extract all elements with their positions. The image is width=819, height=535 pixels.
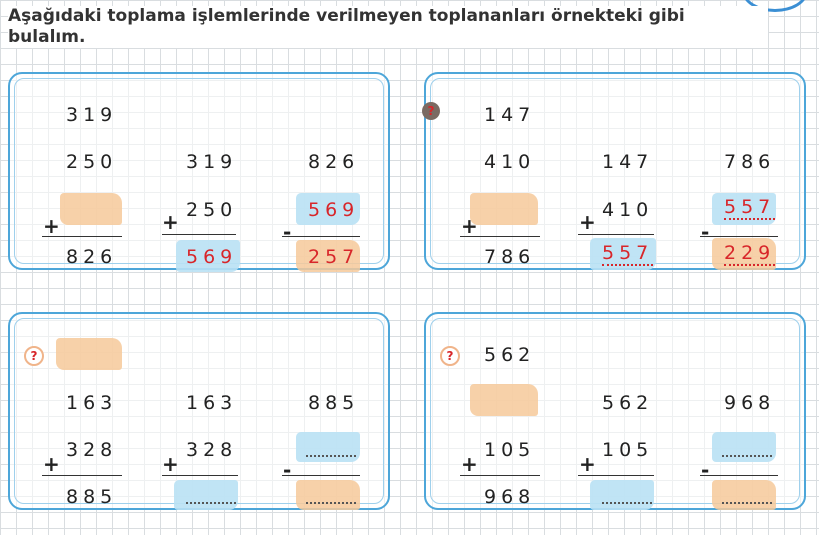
sum: 826 <box>66 246 118 268</box>
plus-sign: + <box>579 210 596 234</box>
check-add-1: 163 <box>186 392 238 414</box>
sub-line <box>700 475 778 476</box>
check-sub-1: 786 <box>724 151 776 173</box>
sum-line <box>460 475 540 476</box>
sum: 786 <box>484 246 536 268</box>
sub-line <box>282 236 360 237</box>
check-sub-2: 557 <box>724 196 776 218</box>
answer-blank <box>722 502 772 504</box>
check-sub-2: 569 <box>308 199 360 221</box>
addend-3: 105 <box>484 439 536 461</box>
check-sub-1: 968 <box>724 392 776 414</box>
plus-sign: + <box>162 210 179 234</box>
plus-sign: + <box>579 452 596 476</box>
addend-3: 328 <box>66 439 118 461</box>
plus-sign: + <box>461 214 478 238</box>
check-add-1: 562 <box>602 392 654 414</box>
sum-line <box>42 236 122 237</box>
check-sub-1: 885 <box>308 392 360 414</box>
check-sub-result: 229 <box>724 242 776 264</box>
answer-blank <box>602 502 652 504</box>
check-sub-result: 257 <box>308 246 360 268</box>
addend-2: 250 <box>66 151 118 173</box>
sum: 885 <box>66 486 118 508</box>
sum-line <box>42 475 122 476</box>
sub-line <box>282 475 360 476</box>
subtrahend-answer-field[interactable] <box>296 432 360 462</box>
sum: 968 <box>484 486 536 508</box>
addend-1: 319 <box>66 104 118 126</box>
minus-sign: - <box>701 458 710 482</box>
add-line <box>162 475 238 476</box>
addend-1: 147 <box>484 104 536 126</box>
addend-1: 562 <box>484 344 536 366</box>
check-add-1: 147 <box>602 151 654 173</box>
add-line <box>162 234 236 235</box>
addend-2: 410 <box>484 151 536 173</box>
result-answer-field[interactable] <box>590 480 654 510</box>
check-add-result: 569 <box>186 246 238 268</box>
answer-blank <box>186 502 236 504</box>
answer-blank <box>306 455 356 457</box>
instruction-text: Aşağıdaki toplama işlemlerinde verilmeyen toplananları örnekteki gibi bulalım. <box>8 6 768 48</box>
minus-sign: - <box>283 220 292 244</box>
check-add-result: 557 <box>602 242 654 264</box>
check-sub-1: 826 <box>308 151 360 173</box>
check-add-2: 250 <box>186 199 238 221</box>
question-badge: ? <box>440 346 460 366</box>
difference-answer-field[interactable] <box>296 480 360 510</box>
answer-blank <box>306 502 356 504</box>
question-badge: ? <box>422 102 440 120</box>
plus-sign: + <box>461 452 478 476</box>
plus-sign: + <box>43 452 60 476</box>
check-add-2: 105 <box>602 439 654 461</box>
minus-sign: - <box>701 220 710 244</box>
check-add-2: 410 <box>602 199 654 221</box>
sum-line <box>460 236 540 237</box>
addend-2: 163 <box>66 392 118 414</box>
missing-addend-highlight <box>470 193 538 225</box>
check-add-1: 319 <box>186 151 238 173</box>
add-line <box>578 234 654 235</box>
missing-addend-highlight[interactable] <box>56 338 122 370</box>
plus-sign: + <box>43 214 60 238</box>
result-answer-field[interactable] <box>174 480 238 510</box>
subtrahend-answer-field[interactable] <box>712 432 776 462</box>
plus-sign: + <box>162 452 179 476</box>
answer-blank <box>722 455 772 457</box>
minus-sign: - <box>283 458 292 482</box>
sub-line <box>700 236 778 237</box>
add-line <box>578 475 654 476</box>
check-add-2: 328 <box>186 439 238 461</box>
missing-addend-highlight <box>60 193 122 225</box>
difference-answer-field[interactable] <box>712 480 776 510</box>
question-badge: ? <box>24 346 44 366</box>
missing-addend-highlight[interactable] <box>470 384 538 416</box>
